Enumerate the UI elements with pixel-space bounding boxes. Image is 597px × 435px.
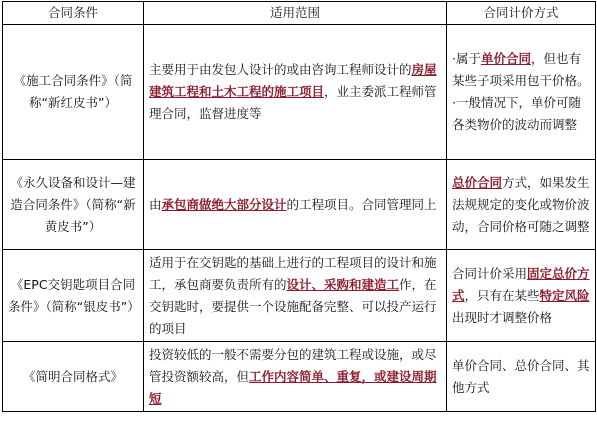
- cell-text: 适用于在交钥匙的基础上进行的工程项目的设计和施工，承包商要负责所有的: [149, 254, 437, 292]
- pricing-cell: [447, 25, 596, 160]
- cell-text: 《永久设备和设计—建造合同条件》（简称“新黄皮书”）: [10, 174, 136, 234]
- cell-text: ，但也有某些子项采用包干价格。: [452, 51, 590, 88]
- cell-text: ，只有在某些: [464, 287, 540, 303]
- highlight-text: 设计、采购和建造工: [286, 276, 400, 292]
- cell-text: 方式，如果发生法规规定的变化或物价波动，合同价格可随之调整: [452, 174, 590, 234]
- cell-text: ，业主委派工程师管理合同，监督进度等: [149, 84, 437, 121]
- contract-conditions-table: [2, 1, 596, 412]
- condition-cell: [3, 160, 144, 250]
- pricing-cell: [447, 250, 596, 342]
- scope-cell: [144, 250, 447, 342]
- scope-cell: [144, 25, 447, 160]
- scope-cell: [144, 160, 447, 250]
- cell-text: 《简明合同格式》: [22, 368, 123, 384]
- cell-text: 合同计价采用: [452, 265, 528, 281]
- pricing-cell: [447, 160, 596, 250]
- cell-text: 出现时才调整价格: [452, 309, 553, 325]
- highlight-text: 特定风险: [539, 287, 590, 303]
- condition-cell: [3, 25, 144, 160]
- cell-text: ·一般情况下，单价可随各类物价的波动而调整: [452, 95, 581, 132]
- table-row: [3, 342, 596, 412]
- table-row: [3, 160, 596, 250]
- table-row: [3, 25, 596, 160]
- highlight-text: 总价合同: [452, 174, 503, 190]
- highlight-text: 固定总价方式: [452, 265, 590, 303]
- pricing-cell: [447, 342, 596, 412]
- cell-text: 《EPC交钥匙项目合同条件》（简称“银皮书”）: [8, 276, 140, 314]
- header-contract-condition: 合同条件: [3, 2, 144, 25]
- highlight-text: 工作内容简单、重复，或建设周期短: [149, 368, 437, 406]
- header-pricing-method: 合同计价方式: [447, 2, 596, 25]
- cell-text: 投资较低的一般不需要分包的建筑工程或设施，或尽管投资额较高，但: [149, 346, 437, 384]
- cell-text: 由: [149, 196, 162, 212]
- cell-text: 单价合同、总价合同、其他方式: [452, 357, 590, 395]
- highlight-text: 单价合同: [480, 51, 531, 66]
- condition-cell: [3, 342, 144, 412]
- table-header-row: [3, 2, 596, 25]
- header-scope: 适用范围: [144, 2, 447, 25]
- cell-text: ·属于: [452, 51, 481, 66]
- scope-cell: [144, 342, 447, 412]
- cell-text: 主要用于由发包人设计的或由咨询工程师设计的: [149, 62, 412, 77]
- highlight-text: 房屋建筑工程和土木工程的施工项目: [149, 62, 437, 99]
- cell-text: 《施工合同条件》（简称“新红皮书”）: [13, 73, 133, 110]
- table-row: [3, 250, 596, 342]
- condition-cell: [3, 250, 144, 342]
- cell-text: 的工程项目。合同管理同上: [286, 196, 437, 212]
- highlight-text: 承包商做绝大部分设计: [161, 196, 287, 212]
- cell-text: 作，在交钥匙时，要提供一个设施配备完整、可以投产运行的项目: [149, 276, 437, 336]
